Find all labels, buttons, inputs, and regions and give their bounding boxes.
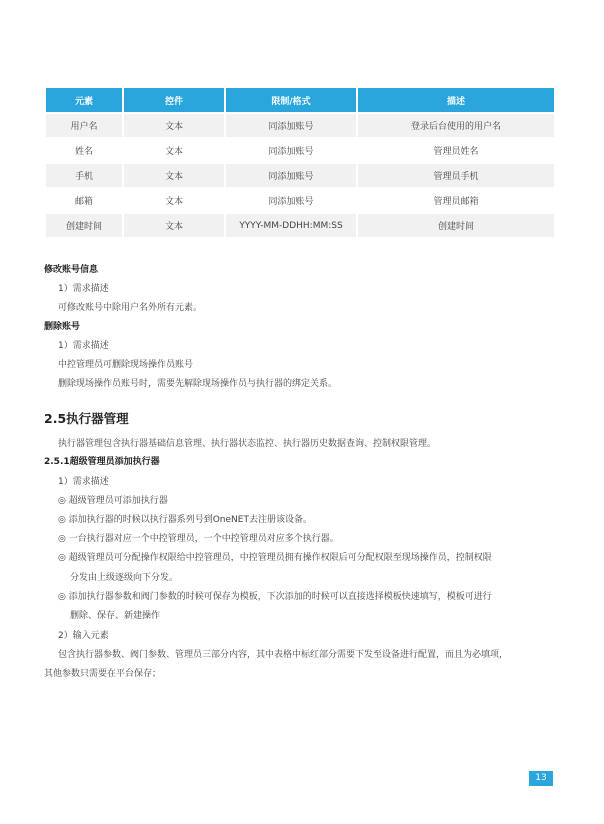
table-cell: YYYY-MM-DDHH:MM:SS (226, 214, 356, 237)
bullet-continuation: 分发由上级逐级向下分发。 (70, 573, 179, 583)
input-desc-line-2: 其他参数只需要在平台保存； (44, 669, 162, 679)
account-fields-table (44, 86, 556, 239)
table-header-cell: 描述 (358, 88, 554, 112)
subsection-heading: 2.5.1超级管理员添加执行器 (44, 457, 160, 467)
delete-account-heading: 删除账号 (44, 322, 81, 332)
table-cell: 文本 (124, 214, 224, 237)
input-elements-heading: 2）输入元素 (58, 631, 109, 641)
table-cell: 同添加账号 (226, 139, 356, 162)
table-cell: 创建时间 (358, 214, 554, 237)
table-row (46, 164, 554, 187)
table-cell: 用户名 (46, 114, 122, 137)
table-row (46, 189, 554, 212)
table-cell: 管理员手机 (358, 164, 554, 187)
table-header-cell: 限制/格式 (226, 88, 356, 112)
table-cell: 文本 (124, 114, 224, 137)
table-cell: 管理员姓名 (358, 139, 554, 162)
section-intro: 执行器管理包含执行器基础信息管理、执行器状态监控、执行器历史数据查询、控制权限管理。 (58, 439, 437, 449)
table-row (46, 214, 554, 237)
bullet-item: ◎ 超级管理员可分配操作权限给中控管理员，中控管理员拥有操作权限后可分配权限至现场操作员，控制权限 (58, 553, 492, 563)
table-cell: 登录后台使用的用户名 (358, 114, 554, 137)
table-cell: 文本 (124, 164, 224, 187)
table-header-cell: 控件 (124, 88, 224, 112)
input-desc-line-1: 包含执行器参数、阀门参数、管理员三部分内容，其中表格中标红部分需要下发至设备进行配置，而且为必填项， (58, 650, 509, 660)
table-cell: 管理员邮箱 (358, 189, 554, 212)
table-cell: 文本 (124, 139, 224, 162)
table-cell: 文本 (124, 189, 224, 212)
bullet-item: ◎ 添加执行器的时候以执行器系列号到OneNET去注册该设备。 (58, 515, 312, 525)
subsection-req-label: 1）需求描述 (58, 477, 109, 487)
table-row (46, 114, 554, 137)
bullet-item: ◎ 一台执行器对应一个中控管理员，一个中控管理员对应多个执行器。 (58, 534, 339, 544)
modify-account-heading: 修改账号信息 (44, 265, 99, 275)
delete-line-1: 中控管理员可删除现场操作员账号 (58, 360, 194, 370)
table-header-cell: 元素 (46, 88, 122, 112)
bullet-item: ◎ 添加执行器参数和阀门参数的时候可保存为模板，下次添加的时候可以直接选择模板快速填写，模板可进行 (58, 592, 492, 602)
modify-desc: 可修改账号中除用户名外所有元素。 (58, 303, 203, 313)
table-cell: 手机 (46, 164, 122, 187)
table-cell: 姓名 (46, 139, 122, 162)
delete-req-label: 1）需求描述 (58, 341, 109, 351)
table-cell: 同添加账号 (226, 189, 356, 212)
bullet-item: ◎ 超级管理员可添加执行器 (58, 496, 168, 506)
modify-req-label: 1）需求描述 (58, 284, 109, 294)
table-cell: 邮箱 (46, 189, 122, 212)
table-cell: 同添加账号 (226, 164, 356, 187)
table-cell: 同添加账号 (226, 114, 356, 137)
table-row (46, 139, 554, 162)
page-number-badge: 13 (529, 771, 553, 786)
table-header-row (46, 88, 554, 112)
bullet-continuation: 删除、保存、新建操作 (70, 611, 161, 621)
delete-line-2: 删除现场操作员账号时，需要先解除现场操作员与执行器的绑定关系。 (58, 379, 338, 389)
section-title: 2.5执行器管理 (44, 411, 129, 426)
table-cell: 创建时间 (46, 214, 122, 237)
